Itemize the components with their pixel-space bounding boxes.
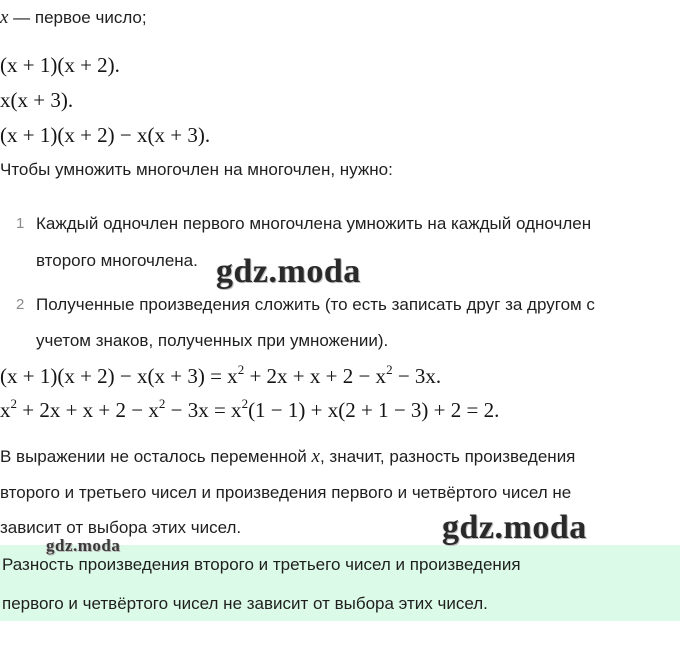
simplification-part-1: x [0, 398, 11, 422]
step-2-line-2: учетом знаков, полученных при умножении). [36, 331, 389, 350]
exponent: 2 [237, 362, 245, 377]
formula-product-2: x(x + 3). [0, 88, 74, 112]
intro-text: — первое число; [8, 8, 147, 27]
watermark-logo-small: gdz.moda [46, 536, 121, 555]
step-number-2: 2 [16, 296, 25, 313]
expansion-part-1: (x + 1)(x + 2) − x(x + 3) = x [0, 364, 238, 388]
variable-x: x [311, 446, 320, 467]
step-number-1: 1 [16, 215, 25, 232]
answer-block [0, 545, 680, 621]
conclusion-line-2: второго и третьего чисел и произведения первого и четвёртого чисел не [0, 483, 572, 502]
watermark-logo: gdz.moda [216, 253, 361, 290]
formula-product-1: (x + 1)(x + 2). [0, 53, 120, 77]
conclusion-line-1 [0, 447, 575, 467]
watermark-logo: gdz.moda [442, 509, 587, 546]
conclusion-text-b: , значит, разность произведения [319, 447, 576, 466]
conclusion-line-3: зависит от выбора этих чисел. [0, 518, 242, 537]
simplification-part-2: + 2x + x + 2 − x [17, 398, 159, 422]
step-1-line-1: Каждый одночлен первого многочлена умножить на каждый одночлен [36, 214, 592, 233]
simplification-part-3: − 3x = x [165, 398, 242, 422]
exponent: 2 [241, 396, 249, 411]
rule-heading: Чтобы умножить многочлен на многочлен, нужно: [0, 160, 393, 179]
exponent: 2 [10, 396, 17, 411]
formula-difference: (x + 1)(x + 2) − x(x + 3). [0, 123, 211, 147]
expansion-part-2: + 2x + x + 2 − x [244, 364, 387, 388]
exponent: 2 [158, 396, 166, 411]
expansion-part-3: − 3x. [392, 364, 442, 388]
answer-line-2: первого и четвёртого чисел не зависит от выбора этих чисел. [2, 594, 488, 613]
formula-expansion [0, 364, 441, 388]
formula-simplification [0, 398, 499, 422]
exponent: 2 [386, 362, 393, 377]
step-2-line-1: Полученные произведения сложить (то есть записать друг за другом с [36, 295, 595, 314]
variable-x: x [0, 7, 9, 28]
step-1-line-2: второго многочлена. [36, 251, 198, 270]
intro-line [0, 8, 147, 28]
conclusion-text-a: В выражении не осталось переменной [0, 447, 312, 466]
answer-line-1: Разность произведения второго и третьего чисел и произведения [2, 555, 521, 574]
simplification-part-4: (1 − 1) + x(2 + 1 − 3) + 2 = 2. [248, 398, 500, 422]
